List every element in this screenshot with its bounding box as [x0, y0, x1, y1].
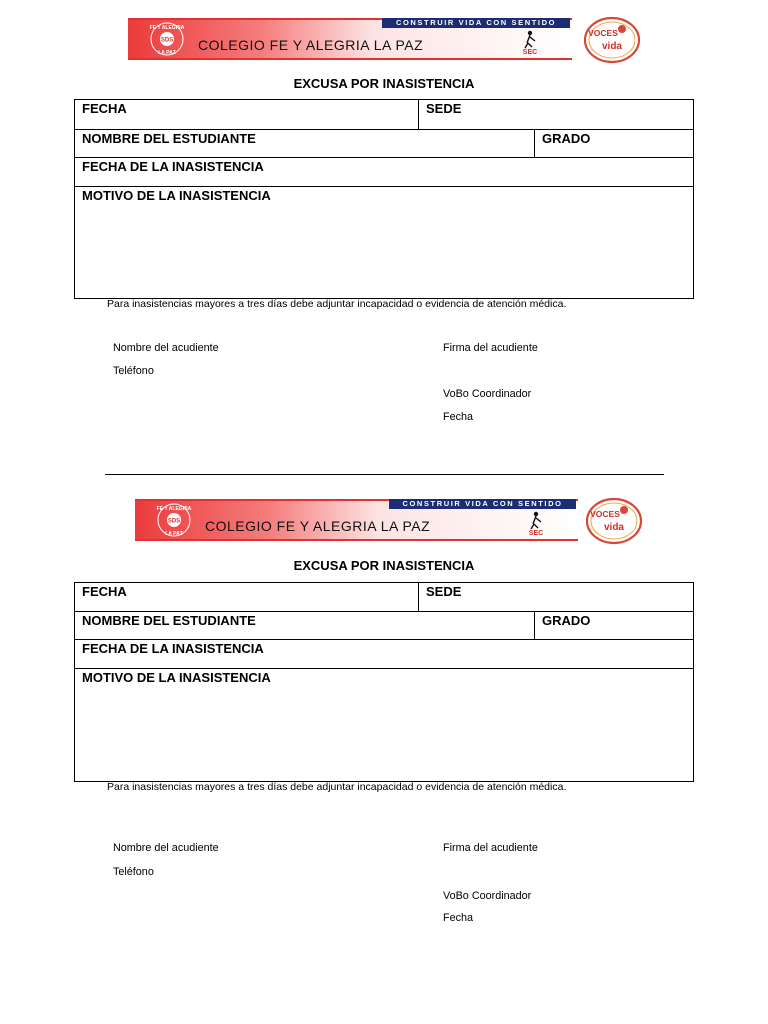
svg-text:SDS: SDS — [167, 518, 181, 525]
voces-vida-logo-icon — [585, 497, 643, 545]
fecha-inasistencia-field[interactable] — [75, 158, 693, 186]
fecha-firma-label: Fecha — [443, 411, 474, 423]
vobo-coordinador-label: VoBo Coordinador — [443, 890, 532, 902]
sec-logo-icon — [513, 29, 547, 59]
motivo-inasistencia-field[interactable] — [75, 187, 693, 298]
svg-text:VOCES: VOCES — [590, 509, 620, 519]
fecha-inasistencia-label: FECHA DE LA INASISTENCIA — [82, 641, 264, 656]
nombre-estudiante-field[interactable] — [75, 612, 534, 639]
svg-text:LA PAZ: LA PAZ — [165, 531, 183, 537]
motivo-inasistencia-field[interactable] — [75, 669, 693, 781]
nombre-acudiente-label: Nombre del acudiente — [113, 842, 219, 854]
nombre-estudiante-field[interactable] — [75, 130, 534, 157]
fecha-sede-row — [75, 100, 693, 130]
fecha-inasistencia-field[interactable] — [75, 640, 693, 668]
grado-field[interactable] — [534, 130, 693, 157]
form-title: EXCUSA POR INASISTENCIA — [293, 76, 475, 91]
telefono-label: Teléfono — [113, 866, 154, 878]
fecha-inasistencia-row — [75, 640, 693, 669]
svg-text:VOCES: VOCES — [588, 28, 618, 38]
fe-y-alegria-seal-icon — [148, 21, 186, 57]
grado-field[interactable] — [534, 612, 693, 639]
motivo-inasistencia-row — [75, 669, 693, 781]
grado-label: GRADO — [542, 131, 591, 146]
sede-field[interactable] — [418, 100, 693, 129]
fecha-inasistencia-label: FECHA DE LA INASISTENCIA — [82, 159, 264, 174]
fecha-field[interactable] — [75, 583, 418, 611]
medical-evidence-note: Para inasistencias mayores a tres días debe adjuntar incapacidad o evidencia de atención médica. — [107, 298, 567, 310]
firma-acudiente-label: Firma del acudiente — [443, 342, 538, 354]
sec-logo-icon — [519, 510, 553, 540]
voces-vida-logo-icon — [583, 16, 641, 64]
fecha-inasistencia-row — [75, 158, 693, 187]
fecha-sede-row — [75, 583, 693, 612]
grado-label: GRADO — [542, 613, 591, 628]
school-header-banner — [135, 499, 578, 541]
sede-field[interactable] — [418, 583, 693, 611]
medical-evidence-note: Para inasistencias mayores a tres días debe adjuntar incapacidad o evidencia de atención médica. — [107, 781, 567, 793]
firma-acudiente-label: Firma del acudiente — [443, 842, 538, 854]
sede-label: SEDE — [426, 584, 462, 599]
fecha-label: FECHA — [82, 584, 127, 599]
motivo-inasistencia-row — [75, 187, 693, 298]
fe-y-alegria-seal-icon — [155, 502, 193, 538]
svg-text:SEC: SEC — [522, 49, 538, 56]
estudiante-grado-row — [75, 130, 693, 158]
fecha-field[interactable] — [75, 100, 418, 129]
fecha-label: FECHA — [82, 101, 127, 116]
fecha-firma-label: Fecha — [443, 912, 474, 924]
vobo-coordinador-label: VoBo Coordinador — [443, 388, 532, 400]
svg-text:FE Y ALEGRIA: FE Y ALEGRIA — [156, 506, 192, 512]
cut-line-divider — [105, 474, 664, 475]
form-title: EXCUSA POR INASISTENCIA — [293, 558, 475, 573]
svg-text:SEC: SEC — [528, 530, 544, 537]
slogan-bar: CONSTRUIR VIDA CON SENTIDO — [382, 18, 570, 28]
school-header-banner — [128, 18, 572, 60]
nombre-acudiente-label: Nombre del acudiente — [113, 342, 219, 354]
svg-text:SDS: SDS — [160, 37, 174, 44]
nombre-estudiante-label: NOMBRE DEL ESTUDIANTE — [82, 613, 256, 628]
sede-label: SEDE — [426, 101, 462, 116]
school-name: COLEGIO FE Y ALEGRIA LA PAZ — [198, 37, 424, 53]
svg-text:vida: vida — [603, 522, 625, 533]
telefono-label: Teléfono — [113, 365, 154, 377]
excuse-form-table — [74, 582, 694, 782]
school-name: COLEGIO FE Y ALEGRIA LA PAZ — [205, 518, 431, 534]
svg-text:LA PAZ: LA PAZ — [158, 50, 176, 56]
svg-text:FE Y ALEGRIA: FE Y ALEGRIA — [149, 25, 185, 31]
motivo-inasistencia-label: MOTIVO DE LA INASISTENCIA — [82, 188, 271, 203]
svg-text:vida: vida — [601, 41, 623, 52]
slogan-bar: CONSTRUIR VIDA CON SENTIDO — [389, 499, 576, 509]
excuse-form-table — [74, 99, 694, 299]
estudiante-grado-row — [75, 612, 693, 640]
excuse-form-copy-1 — [0, 0, 768, 480]
nombre-estudiante-label: NOMBRE DEL ESTUDIANTE — [82, 131, 256, 146]
motivo-inasistencia-label: MOTIVO DE LA INASISTENCIA — [82, 670, 271, 685]
excuse-form-copy-2 — [0, 482, 768, 962]
